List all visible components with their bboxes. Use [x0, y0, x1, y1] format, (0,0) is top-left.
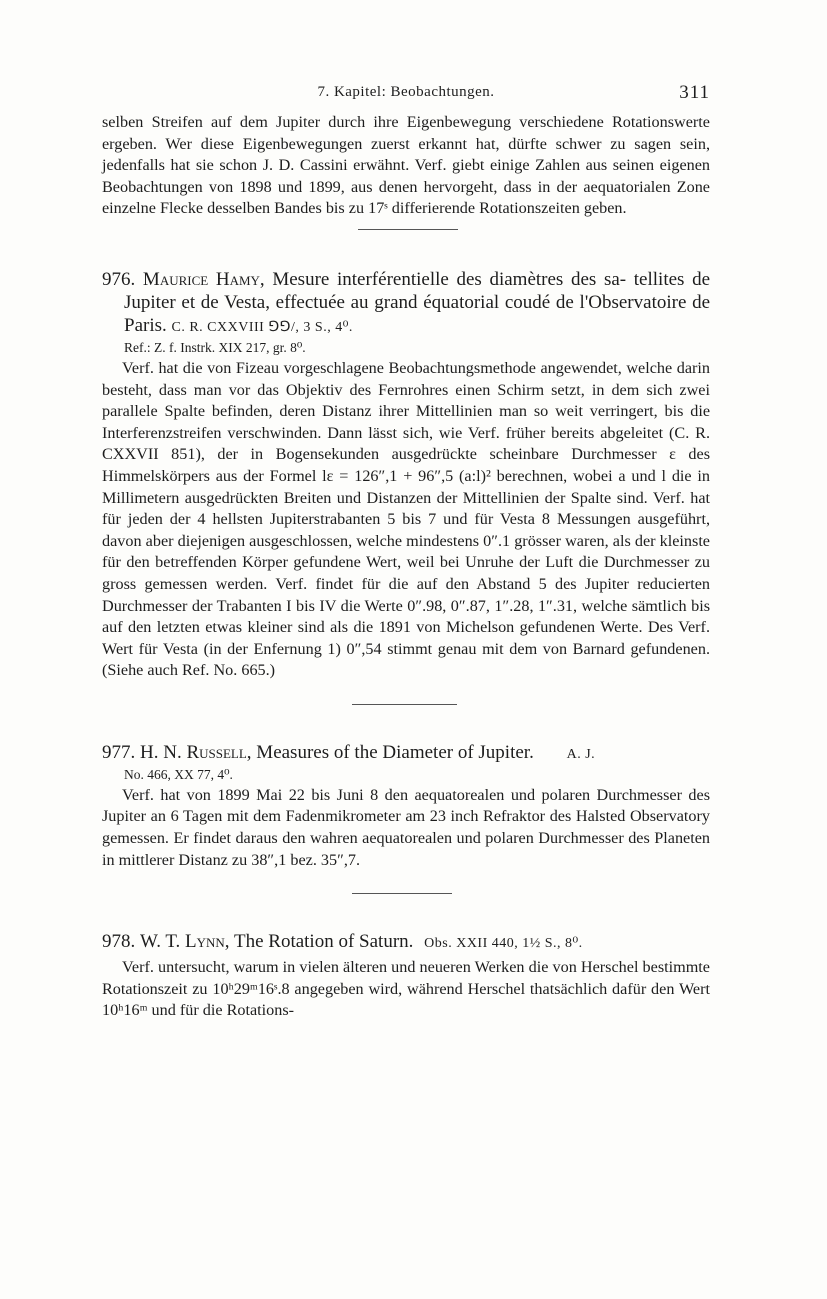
entry-heading: [102, 741, 710, 766]
entry-author: Maurice Hamy,: [142, 268, 265, 290]
entry-heading: [102, 268, 710, 339]
entry-source: C. R. CXXVIII ⅁⅁/, 3 S., 4⁰.: [171, 319, 353, 335]
page-body: [102, 112, 710, 1022]
section-divider: [358, 229, 458, 230]
book-page: [102, 82, 710, 1022]
entry-978: [102, 930, 710, 1022]
entry-source: A. J.: [566, 746, 596, 762]
entry-body: Verf. untersucht, warum in vielen älteren und neueren Werken die von Herschel bestimmte Rotationszeit zu 10ʰ29ᵐ16ˢ.8 angegeben wird, während Herschel thatsächlich dafür den Wert 10ʰ16ᵐ und für die Rotations-: [102, 958, 710, 1020]
entry-author: H. N. Russell,: [140, 741, 252, 763]
entry-title-line1: Measures of the Diameter of Jupiter.: [256, 741, 534, 763]
entry-reference: No. 466, XX 77, 4⁰.: [124, 766, 233, 782]
entry-number: 976.: [102, 268, 136, 290]
entry-title-line1: The Rotation of Saturn.: [233, 931, 414, 953]
entry-source: Obs. XXII 440, 1½ S., 8⁰.: [424, 936, 583, 952]
entry-title-line2: tellites de Jupiter et de Vesta, effectuée au grand équatorial: [124, 268, 711, 313]
page-number: 311: [679, 82, 710, 103]
entry-author: W. T. Lynn,: [140, 931, 230, 953]
chapter-title: 7. Kapitel: Beobachtungen.: [317, 84, 495, 100]
entry-body: Verf. hat die von Fizeau vorgeschlagene Beobachtungsmethode angewendet, welche darin besteht, dass man vor das Objektiv des Fernrohres einen Schirm setzt, in dem sich zwei parallele Spalte befinden, deren Distanz ihrer Mittellinien man so weit verringert, bis die Interferenzstreifen verschwinden. Dann lässt sich, wie Verf. früher bereits abgeleitet (C. R. CXXVII 851), der in Bogensekunden ausgedrückte scheinbare Durchmesser ε des Himmelskörpers aus der Formel lε = 126″,1 + 96″,5 (a:l)² berechnen, wobei a und l die in Millimetern ausgedrückten Breiten und Distanzen der Mittellinien der Spalte sind. Verf. hat für jeden der 4 hellsten Jupiterstrabanten 5 bis 7 und für Vesta 8 Messungen ausgeführt, davon aber diejenigen ausgeschlossen, welche mindestens 0″.1 grösser waren, als der kleinste für den betreffenden Körper gefundene Wert, weil bei Unruhe der Luft die Durchmesser zu gross gemessen werden. Verf. findet für die auf den Abstand 5 des Jupiter reducierten Durchmesser der Trabanten I bis IV die Werte 0″.98, 0″.87, 1″.28, 1″.31, welche sämtlich bis auf den letzten etwas kleiner sind als die 1891 von Michelson gefundenen Werte. Des Verf. Wert für Vesta (in der Enfernung 1) 0″,54 stimmt genau mit dem von Barnard gefundenen. (Siehe auch Ref. No. 665.): [102, 358, 710, 680]
intro-paragraph: selben Streifen auf dem Jupiter durch ihre Eigenbewegung verschiedene Rotationswerte ergeben. Wer diese Eigenbewegungen zuerst erkannt hat, dürfte schwer zu sagen sein, jedenfalls hat sie schon J. D. Cassini erwähnt. Verf. giebt einige Zahlen aus seinen eigenen Beobachtungen von 1898 und 1899, aus denen hervorgeht, dass in der aequatorialen Zone einzelne Flecke desselben Bandes bis zu 17ˢ differierende Rotationszeiten geben.: [102, 113, 710, 218]
running-head: [102, 82, 710, 112]
section-divider: [352, 704, 457, 705]
entry-reference: Ref.: Z. f. Instrk. XIX 217, gr. 8⁰.: [124, 339, 306, 355]
entry-body: Verf. hat von 1899 Mai 22 bis Juni 8 den aequatorealen und polaren Durchmesser des Jupiter an 6 Tagen mit dem Fadenmikrometer am 23 inch Refraktor des Halsted Observatory gemessen. Er findet daraus den wahren aequatorealen und polaren Durchmesser des Planeten in mittlerer Distanz zu 38″,1 bez. 35″,7.: [102, 785, 710, 869]
entry-976: [102, 268, 710, 682]
entry-heading: [102, 930, 710, 955]
entry-title-line3: coudé de l'Observatoire de Paris.: [124, 291, 711, 336]
entry-number: 977.: [102, 741, 136, 763]
entry-title-line1: Mesure interférentielle des diamètres des sa-: [272, 268, 627, 290]
entry-977: [102, 741, 710, 871]
section-divider: [352, 893, 452, 894]
entry-number: 978.: [102, 931, 136, 953]
